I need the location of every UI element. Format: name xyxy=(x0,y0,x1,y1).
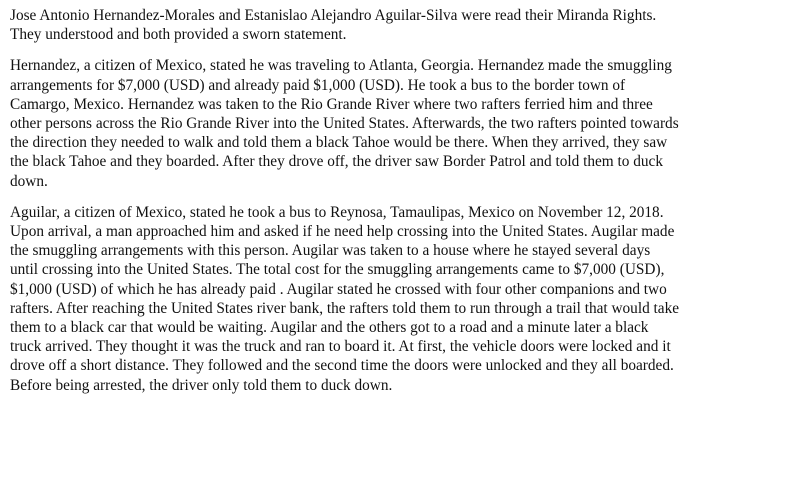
text-line: the smuggling arrangements with this person. Augilar was taken to a house where he stayed several days xyxy=(10,242,651,260)
text-line: They understood and both provided a sworn statement. xyxy=(10,26,347,44)
text-line: arrangements for $7,000 (USD) and already paid $1,000 (USD). He took a bus to the border town of xyxy=(10,76,626,94)
paragraph-aguilar-statement xyxy=(10,203,805,395)
text-line: $1,000 (USD) of which he has already paid . Augilar stated he crossed with four other companions and two xyxy=(10,280,667,298)
text-line: the black Tahoe and they boarded. After they drove off, the driver saw Border Patrol and told them to duck xyxy=(10,153,663,171)
text-line: Jose Antonio Hernandez-Morales and Estanislao Alejandro Aguilar-Silva were read their Miranda Rights. xyxy=(10,7,657,24)
paragraph-hernandez-statement xyxy=(10,56,805,190)
paragraph-miranda-rights xyxy=(10,6,805,44)
text-line: them to a black car that would be waiting. Augilar and the others got to a road and a minute later a black xyxy=(10,319,649,337)
text-line: Before being arrested, the driver only told them to duck down. xyxy=(10,376,393,394)
text-line: other persons across the Rio Grande River into the United States. Afterwards, the two rafters pointed towards xyxy=(10,115,679,133)
text-line: the direction they needed to walk and told them a black Tahoe would be there. When they arrived, they saw xyxy=(10,134,668,152)
text-line: until crossing into the United States. The total cost for the smuggling arrangements came to $7,000 (USD), xyxy=(10,261,665,279)
text-line: drove off a short distance. They followed and the second time the doors were unlocked and they all boarded. xyxy=(10,357,674,375)
text-line: Upon arrival, a man approached him and asked if he need help crossing into the United States. Augilar made xyxy=(10,223,675,241)
text-line: Aguilar, a citizen of Mexico, stated he took a bus to Reynosa, Tamaulipas, Mexico on November 12, 2018. xyxy=(10,203,664,221)
text-line: truck arrived. They thought it was the truck and ran to board it. At first, the vehicle doors were locked and it xyxy=(10,338,671,356)
text-line: down. xyxy=(10,172,48,190)
text-line: Hernandez, a citizen of Mexico, stated he was traveling to Atlanta, Georgia. Hernandez made the smuggling xyxy=(10,57,672,75)
document-page xyxy=(10,6,805,407)
text-line: Camargo, Mexico. Hernandez was taken to the Rio Grande River where two rafters ferried him and three xyxy=(10,95,653,113)
text-line: rafters. After reaching the United States river bank, the rafters told them to run through a trail that would take xyxy=(10,299,680,317)
